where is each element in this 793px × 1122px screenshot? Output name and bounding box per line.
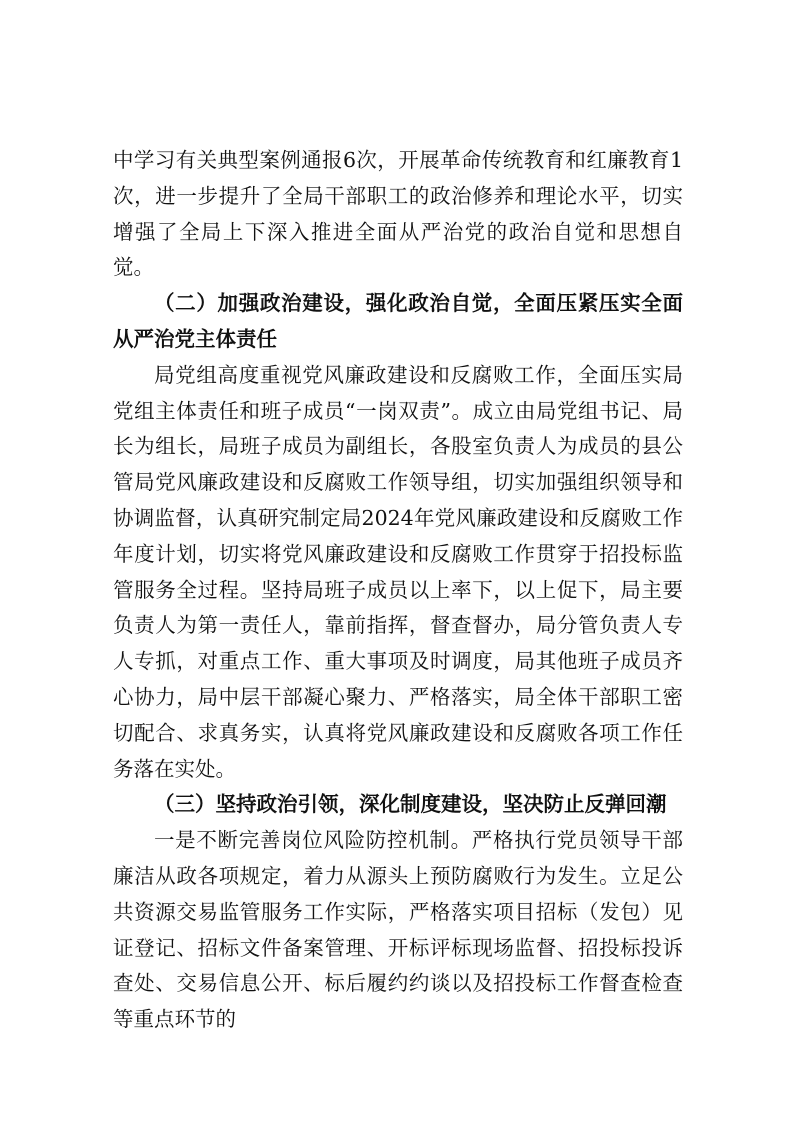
document-body bbox=[113, 143, 683, 1038]
paragraph-party-responsibility: 局党组高度重视党风廉政建设和反腐败工作，全面压实局党组主体责任和班子成员“一岗双责”。成立由局党组书记、局长为组长，局班子成员为副组长，各股室负责人为成员的县公管局党风廉政建设和反腐败工作领导组，切实加强组织领导和协调监督，认真研究制定局2024年党风廉政建设和反腐败工作年度计划，切实将党风廉政建设和反腐败工作贯穿于招投标监管服务全过程。坚持局班子成员以上率下，以上促下，局主要负责人为第一责任人，靠前指挥，督查督办，局分管负责人专人专抓，对重点工作、重大事项及时调度，局其他班子成员齐心协力，局中层干部凝心聚力、严格落实，局全体干部职工密切配合、求真务实，认真将党风廉政建设和反腐败各项工作任务落在实处。 bbox=[113, 362, 683, 781]
section-heading-2: （二）加强政治建设，强化政治自觉，全面压紧压实全面从严治党主体责任 bbox=[113, 291, 683, 351]
paragraph-risk-control: 一是不断完善岗位风险防控机制。严格执行党员领导干部廉洁从政各项规定，着力从源头上预防腐败行为发生。立足公共资源交易监管服务工作实际，严格落实项目招标（发包）见证登记、招标文件备案管理、开标评标现场监督、招投标投诉查处、交易信息公开、标后履约约谈以及招投标工作督查检查等重点环节的 bbox=[113, 828, 683, 1032]
section-heading-3: （三）坚持政治引领，深化制度建设，坚决防止反弹回潮 bbox=[154, 792, 667, 817]
paragraph-continuation: 中学习有关典型案例通报6次，开展革命传统教育和红廉教育1次，进一步提升了全局干部职工的政治修养和理论水平，切实增强了全局上下深入推进全面从严治党的政治自觉和思想自觉。 bbox=[113, 148, 683, 280]
